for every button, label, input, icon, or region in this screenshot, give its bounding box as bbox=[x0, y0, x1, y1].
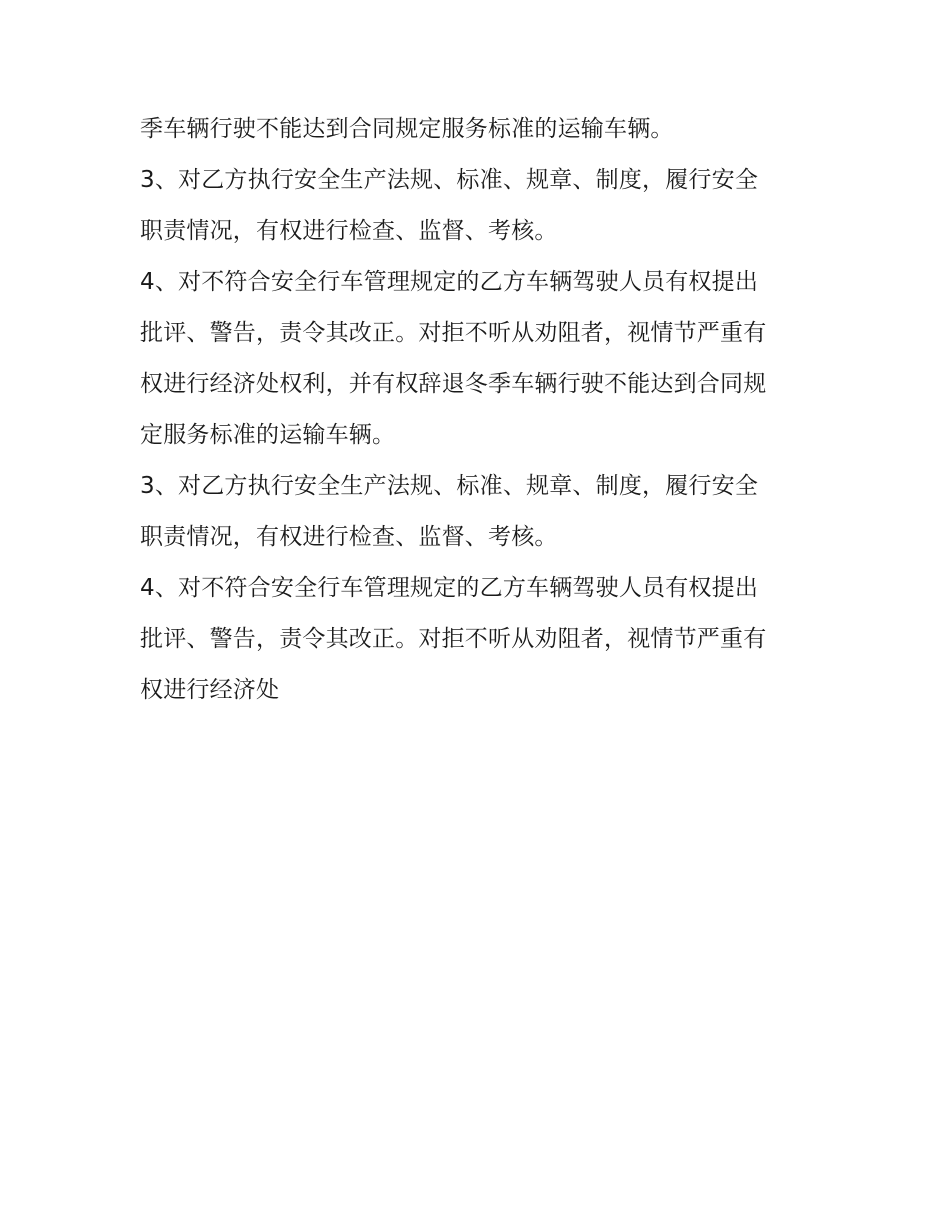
text-line: 3、对乙方执行安全生产法规、标准、规章、制度，履行安全 bbox=[140, 473, 759, 499]
text-line: 职责情况，有权进行检查、监督、考核。 bbox=[140, 218, 558, 244]
text-line: 3、对乙方执行安全生产法规、标准、规章、制度，履行安全 bbox=[140, 167, 759, 193]
text-line: 职责情况，有权进行检查、监督、考核。 bbox=[140, 524, 558, 550]
text-line: 权进行经济处权利，并有权辞退冬季车辆行驶不能达到合同规 bbox=[140, 371, 767, 397]
text-line: 定服务标准的运输车辆。 bbox=[140, 422, 396, 448]
text-line: 4、对不符合安全行车管理规定的乙方车辆驾驶人员有权提出 bbox=[140, 575, 759, 601]
text-line: 批评、警告，责令其改正。对拒不听从劝阻者，视情节严重有 bbox=[140, 626, 767, 652]
text-line: 季车辆行驶不能达到合同规定服务标准的运输车辆。 bbox=[140, 116, 674, 142]
text-line: 批评、警告，责令其改正。对拒不听从劝阻者，视情节严重有 bbox=[140, 320, 767, 346]
document-body bbox=[140, 104, 820, 716]
text-line: 权进行经济处 bbox=[140, 677, 280, 703]
text-line: 4、对不符合安全行车管理规定的乙方车辆驾驶人员有权提出 bbox=[140, 269, 759, 295]
